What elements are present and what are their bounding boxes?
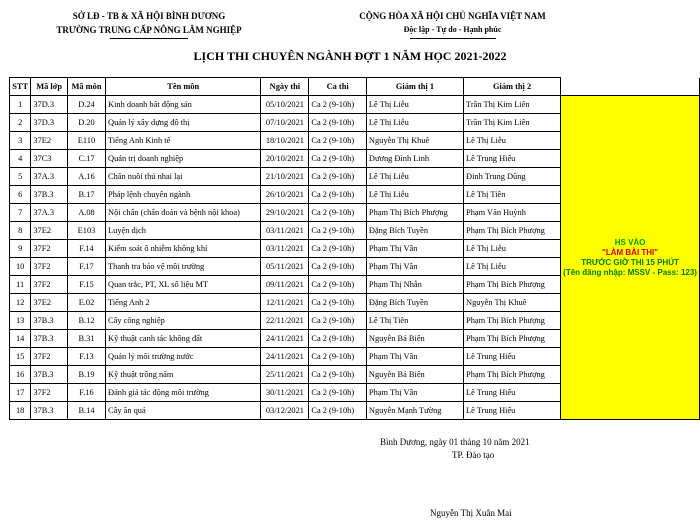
row-stt: 10 (10, 258, 31, 276)
table-row (10, 96, 700, 114)
row-proctor-2: Phạm Thị Bích Phượng (464, 366, 561, 384)
row-class-code: 37F2 (31, 240, 68, 258)
row-stt: 11 (10, 276, 31, 294)
row-subject-name: Tiếng Anh 2 (106, 294, 261, 312)
row-stt: 7 (10, 204, 31, 222)
row-subject-name: Thanh tra bảo vệ môi trường (106, 258, 261, 276)
row-stt: 17 (10, 384, 31, 402)
header-class-code: Mã lớp (31, 78, 68, 96)
header-proctor-2: Giám thị 2 (464, 78, 561, 96)
row-stt: 6 (10, 186, 31, 204)
header-exam-date: Ngày thi (261, 78, 309, 96)
note-part3: TRƯỚC GIỜ THI 15 PHÚT (581, 257, 679, 267)
row-stt: 14 (10, 330, 31, 348)
row-stt: 13 (10, 312, 31, 330)
nation-line1: CỘNG HÒA XÃ HỘI CHỦ NGHĨA VIỆT NAM (359, 11, 546, 21)
row-subject-code: C.17 (67, 150, 105, 168)
motto-underline (410, 38, 496, 39)
page-title: LỊCH THI CHUYÊN NGÀNH ĐỢT 1 NĂM HỌC 2021-2022 (193, 49, 507, 63)
row-proctor-1: Phạm Thị Vân (366, 258, 463, 276)
footer-signer: Nguyễn Thị Xuân Mai (430, 508, 512, 518)
row-proctor-2: Phạm Thị Bích Phượng (464, 276, 561, 294)
row-class-code: 37F2 (31, 384, 68, 402)
row-exam-shift: Ca 2 (9-10h) (309, 384, 367, 402)
nation-motto: Độc lập - Tự do - Hạnh phúc (403, 25, 502, 34)
row-proctor-2: Lê Trung Hiếu (464, 384, 561, 402)
row-exam-shift: Ca 2 (9-10h) (309, 402, 367, 420)
row-subject-code: F.13 (67, 348, 105, 366)
row-proctor-1: Phạm Thị Nhẫn (366, 276, 463, 294)
row-exam-date: 30/11/2021 (261, 384, 309, 402)
row-stt: 9 (10, 240, 31, 258)
note-column-top (561, 78, 700, 96)
row-exam-date: 05/11/2021 (261, 258, 309, 276)
header-stt: STT (10, 78, 31, 96)
row-exam-shift: Ca 2 (9-10h) (309, 348, 367, 366)
row-proctor-1: Đặng Bích Tuyền (366, 294, 463, 312)
row-subject-code: A.16 (67, 168, 105, 186)
row-exam-shift: Ca 2 (9-10h) (309, 150, 367, 168)
row-exam-shift: Ca 2 (9-10h) (309, 132, 367, 150)
row-subject-code: A.08 (67, 204, 105, 222)
row-subject-name: Tiếng Anh Kinh tế (106, 132, 261, 150)
row-subject-name: Đánh giá tác động môi trường (106, 384, 261, 402)
row-subject-name: Quan trắc, PT, XL số liệu MT (106, 276, 261, 294)
row-subject-code: D.24 (67, 96, 105, 114)
row-stt: 18 (10, 402, 31, 420)
row-subject-name: Nội chẩn (chẩn đoán và bệnh nội khoa) (106, 204, 261, 222)
row-stt: 5 (10, 168, 31, 186)
row-exam-date: 03/11/2021 (261, 240, 309, 258)
row-exam-shift: Ca 2 (9-10h) (309, 312, 367, 330)
header-subject-name: Tên môn (106, 78, 261, 96)
row-exam-shift: Ca 2 (9-10h) (309, 96, 367, 114)
row-class-code: 37E2 (31, 294, 68, 312)
row-stt: 2 (10, 114, 31, 132)
row-proctor-1: Lê Thị Liễu (366, 168, 463, 186)
row-proctor-2: Phạm Thị Bích Phượng (464, 312, 561, 330)
row-exam-date: 20/10/2021 (261, 150, 309, 168)
table-header-row (10, 78, 700, 96)
row-exam-shift: Ca 2 (9-10h) (309, 186, 367, 204)
row-proctor-1: Phạm Thị Vân (366, 240, 463, 258)
row-exam-date: 12/11/2021 (261, 294, 309, 312)
row-proctor-2: Nguyễn Thị Khuê (464, 294, 561, 312)
row-subject-name: Quản lý môi trường nước (106, 348, 261, 366)
row-proctor-2: Đinh Trung Dũng (464, 168, 561, 186)
row-exam-date: 21/10/2021 (261, 168, 309, 186)
row-exam-shift: Ca 2 (9-10h) (309, 330, 367, 348)
row-class-code: 37D.3 (31, 114, 68, 132)
row-subject-code: B.12 (67, 312, 105, 330)
header-proctor-1: Giám thị 1 (366, 78, 463, 96)
row-subject-code: F.16 (67, 384, 105, 402)
row-exam-shift: Ca 2 (9-10h) (309, 240, 367, 258)
row-exam-date: 29/10/2021 (261, 204, 309, 222)
row-subject-code: F.17 (67, 258, 105, 276)
row-exam-date: 03/11/2021 (261, 222, 309, 240)
row-proctor-1: Lê Thị Tiên (366, 312, 463, 330)
row-subject-name: Pháp lệnh chuyên ngành (106, 186, 261, 204)
row-exam-shift: Ca 2 (9-10h) (309, 204, 367, 222)
row-subject-name: Cây ăn quả (106, 402, 261, 420)
row-stt: 3 (10, 132, 31, 150)
row-stt: 1 (10, 96, 31, 114)
row-exam-date: 18/10/2021 (261, 132, 309, 150)
row-proctor-1: Lê Thị Liễu (366, 96, 463, 114)
row-exam-date: 25/11/2021 (261, 366, 309, 384)
row-class-code: 37B.3 (31, 186, 68, 204)
row-proctor-2: Trần Thị Kim Liên (464, 96, 561, 114)
row-proctor-1: Phạm Thị Vân (366, 348, 463, 366)
row-subject-name: Cây công nghiệp (106, 312, 261, 330)
row-exam-shift: Ca 2 (9-10h) (309, 276, 367, 294)
row-subject-code: E110 (67, 132, 105, 150)
exam-instruction-note (561, 96, 700, 420)
footer-role: TP. Đào tạo (452, 450, 495, 460)
row-class-code: 37A.3 (31, 204, 68, 222)
org-underline (110, 38, 188, 39)
row-subject-code: B.31 (67, 330, 105, 348)
row-proctor-1: Nguyễn Thị Khuê (366, 132, 463, 150)
row-stt: 8 (10, 222, 31, 240)
row-exam-shift: Ca 2 (9-10h) (309, 294, 367, 312)
row-subject-code: B.19 (67, 366, 105, 384)
row-exam-date: 24/11/2021 (261, 330, 309, 348)
row-proctor-1: Nguyễn Bá Biên (366, 330, 463, 348)
row-exam-date: 05/10/2021 (261, 96, 309, 114)
row-stt: 16 (10, 366, 31, 384)
row-proctor-2: Lê Thị Tiên (464, 186, 561, 204)
row-subject-code: B.17 (67, 186, 105, 204)
row-class-code: 37B.3 (31, 366, 68, 384)
row-exam-date: 09/11/2021 (261, 276, 309, 294)
row-class-code: 37E2 (31, 132, 68, 150)
row-exam-date: 26/10/2021 (261, 186, 309, 204)
row-class-code: 37A.3 (31, 168, 68, 186)
row-proctor-1: Lê Thị Liễu (366, 186, 463, 204)
footer-date: Bình Dương, ngày 01 tháng 10 năm 2021 (380, 437, 530, 447)
row-exam-date: 22/11/2021 (261, 312, 309, 330)
row-proctor-1: Dương Đình Linh (366, 150, 463, 168)
row-proctor-2: Lê Trung Hiếu (464, 348, 561, 366)
row-class-code: 37E2 (31, 222, 68, 240)
row-exam-shift: Ca 2 (9-10h) (309, 366, 367, 384)
row-exam-date: 03/12/2021 (261, 402, 309, 420)
row-subject-code: D.20 (67, 114, 105, 132)
note-part1: HS VÀO (614, 237, 646, 247)
org-name-line2: TRƯỜNG TRUNG CẤP NÔNG LÂM NGHIỆP (56, 25, 242, 35)
row-subject-code: F.15 (67, 276, 105, 294)
row-proctor-1: Nguyễn Mạnh Tường (366, 402, 463, 420)
row-subject-name: Chăn nuôi thú nhai lại (106, 168, 261, 186)
row-class-code: 37D.3 (31, 96, 68, 114)
row-class-code: 37F2 (31, 276, 68, 294)
row-proctor-1: Phạm Thị Vân (366, 384, 463, 402)
row-class-code: 37F2 (31, 258, 68, 276)
row-subject-name: Kinh doanh bất động sản (106, 96, 261, 114)
row-stt: 4 (10, 150, 31, 168)
note-part2: "LÀM BÀI THI" (602, 247, 659, 257)
note-part4: (Tên đăng nhập: MSSV - Pass: 123) (563, 267, 697, 277)
row-proctor-1: Nguyễn Bá Biên (366, 366, 463, 384)
row-subject-name: Quản trị doanh nghiệp (106, 150, 261, 168)
row-exam-shift: Ca 2 (9-10h) (309, 114, 367, 132)
row-stt: 12 (10, 294, 31, 312)
row-subject-name: Kỹ thuật trồng nấm (106, 366, 261, 384)
row-subject-code: F.14 (67, 240, 105, 258)
row-class-code: 37B.3 (31, 402, 68, 420)
exam-schedule-table (9, 77, 700, 420)
row-class-code: 37B.3 (31, 312, 68, 330)
header-subject-code: Mã môn (67, 78, 105, 96)
row-proctor-2: Trần Thị Kim Liên (464, 114, 561, 132)
row-class-code: 37F2 (31, 348, 68, 366)
row-proctor-2: Lê Trung Hiếu (464, 402, 561, 420)
row-exam-shift: Ca 2 (9-10h) (309, 222, 367, 240)
row-proctor-2: Phạm Thị Bích Phượng (464, 330, 561, 348)
row-proctor-2: Phạm Thị Bích Phượng (464, 222, 561, 240)
row-subject-code: B.14 (67, 402, 105, 420)
row-exam-date: 24/11/2021 (261, 348, 309, 366)
row-exam-shift: Ca 2 (9-10h) (309, 258, 367, 276)
row-subject-name: Kiểm soát ô nhiễm không khí (106, 240, 261, 258)
row-subject-name: Kỹ thuật canh tác không đất (106, 330, 261, 348)
row-subject-name: Quản lý xây dựng đô thị (106, 114, 261, 132)
row-proctor-1: Lê Thị Liễu (366, 114, 463, 132)
row-proctor-2: Lê Trung Hiếu (464, 150, 561, 168)
row-proctor-1: Phạm Thị Bích Phượng (366, 204, 463, 222)
org-name-line1: SỞ LĐ - TB & XÃ HỘI BÌNH DƯƠNG (72, 11, 226, 21)
row-subject-code: E103 (67, 222, 105, 240)
row-subject-name: Luyện dịch (106, 222, 261, 240)
row-proctor-2: Lê Thị Liễu (464, 132, 561, 150)
row-exam-date: 07/10/2021 (261, 114, 309, 132)
row-subject-code: E.02 (67, 294, 105, 312)
row-proctor-2: Lê Thị Liễu (464, 240, 561, 258)
row-stt: 15 (10, 348, 31, 366)
row-class-code: 37C3 (31, 150, 68, 168)
schedule-body (10, 96, 700, 420)
row-proctor-2: Lê Thị Liễu (464, 258, 561, 276)
header-exam-shift: Ca thi (309, 78, 367, 96)
row-exam-shift: Ca 2 (9-10h) (309, 168, 367, 186)
row-proctor-1: Đặng Bích Tuyền (366, 222, 463, 240)
row-class-code: 37B.3 (31, 330, 68, 348)
row-proctor-2: Phạm Văn Huỳnh (464, 204, 561, 222)
